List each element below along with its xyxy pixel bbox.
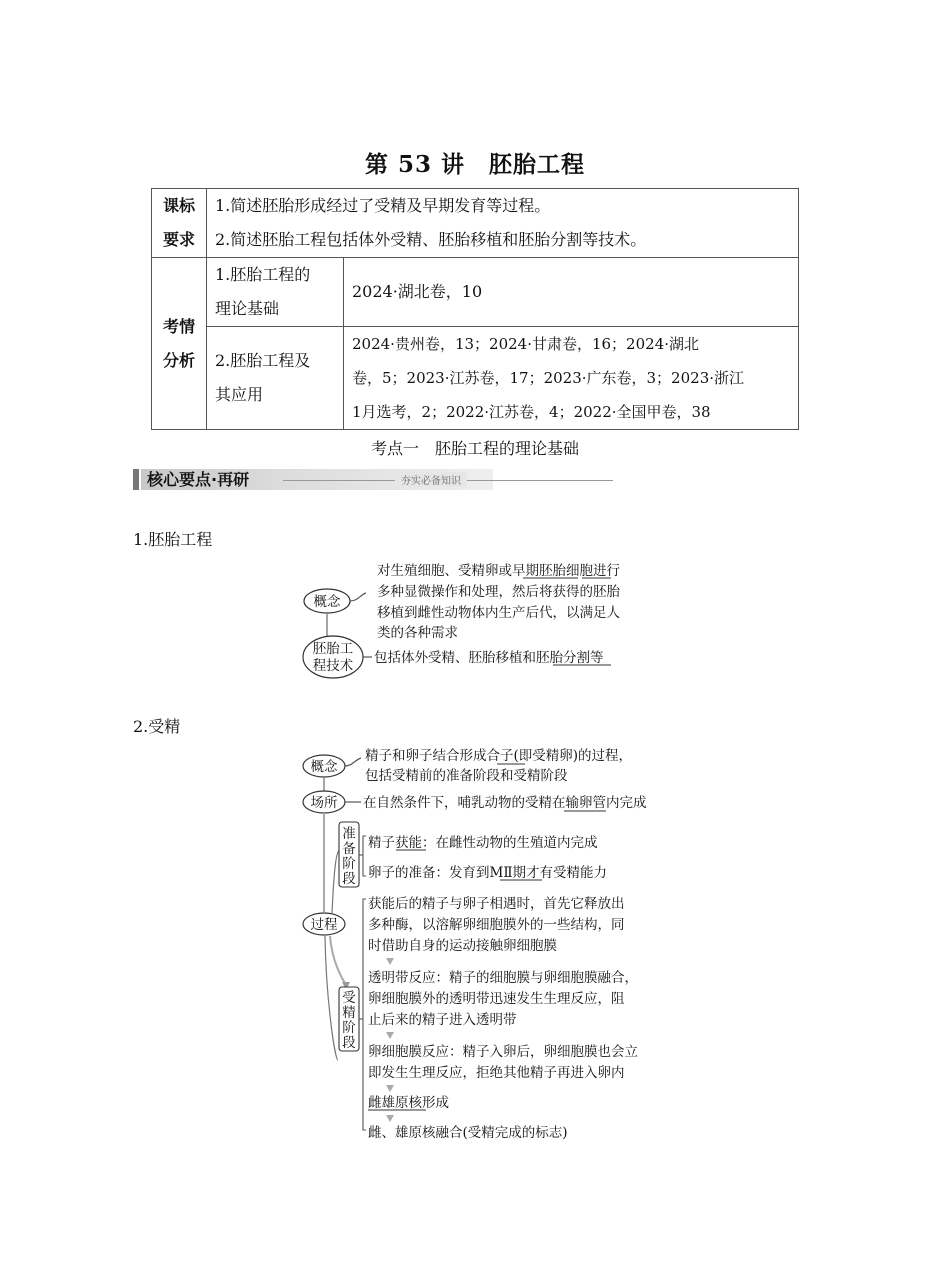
branch-arrow <box>330 936 346 985</box>
prep-line: 卵子的准备：发育到MⅡ期才有受精能力 <box>368 865 607 881</box>
fert-stage-label: 精 <box>342 1005 356 1021</box>
section2-heading: 2.受精 <box>133 717 181 736</box>
fert-step-line: 时借助自身的运动接触卵细胞膜 <box>368 938 557 954</box>
prep-bracket <box>363 836 366 876</box>
fert-step-line: 多种酶，以溶解卵细胞膜外的一些结构，同 <box>368 917 625 933</box>
concept-line: 包括受精前的准备阶段和受精阶段 <box>365 768 568 784</box>
concept-line: 类的各种需求 <box>377 625 458 641</box>
page-title: 第 53 讲 胚胎工程 <box>364 151 586 178</box>
technique-line: 包括体外受精、胚胎移植和胚胎分割等 <box>374 650 604 666</box>
section-subtitle: 考点一 胚胎工程的理论基础 <box>370 439 579 458</box>
technique-label: 胚胎工 <box>312 641 354 657</box>
embryo-engineering-diagram <box>303 562 620 678</box>
concept-connector <box>345 758 361 766</box>
section1-heading: 1.胚胎工程 <box>133 530 213 549</box>
technique-label: 程技术 <box>312 658 354 674</box>
down-arrow-icon <box>386 1032 394 1039</box>
analysis-header: 考情 分析 <box>152 258 207 430</box>
curriculum-header: 课标 要求 <box>152 189 207 258</box>
place-label: 场所 <box>310 795 338 811</box>
banner-tag: 夯实必备知识 <box>395 472 467 487</box>
fert-step-line: 雌雄原核形成 <box>368 1095 449 1111</box>
prep-line: 精子获能：在雌性动物的生殖道内完成 <box>368 835 598 851</box>
prep-stage-label: 阶 <box>342 856 356 872</box>
down-arrow-icon <box>386 1085 394 1092</box>
prep-stage-label: 段 <box>342 871 356 887</box>
fert-bracket <box>363 899 366 1130</box>
fert-stage-label: 阶 <box>342 1020 356 1036</box>
fert-step-line: 止后来的精子进入透明带 <box>368 1012 517 1028</box>
branch-connector <box>325 936 338 1060</box>
exam-cell: 2024·湖北卷，10 <box>344 258 799 327</box>
place-line: 在自然条件下，哺乳动物的受精在输卵管内完成 <box>363 795 647 811</box>
banner-label: 核心要点·再研 <box>147 470 250 489</box>
fert-step-line: 获能后的精子与卵子相遇时，首先它释放出 <box>368 896 625 912</box>
down-arrow-icon <box>386 958 394 965</box>
down-arrow-icon <box>386 1115 394 1122</box>
fert-step-line: 透明带反应：精子的细胞膜与卵细胞膜融合， <box>368 970 638 986</box>
fert-step-line: 即发生生理反应，拒绝其他精子再进入卵内 <box>368 1065 625 1081</box>
concept-connector <box>350 593 366 601</box>
concept-line: 多种显微操作和处理，然后将获得的胚胎 <box>377 584 620 600</box>
topic-cell: 1.胚胎工程的 理论基础 <box>207 258 344 327</box>
concept-label: 概念 <box>310 759 338 775</box>
curriculum-text: 1.简述胚胎形成经过了受精及早期发育等过程。 2.简述胚胎工程包括体外受精、胚胎移植和胚胎分割等技术。 <box>207 189 799 258</box>
fert-step-line: 卵细胞膜外的透明带迅速发生生理反应，阻 <box>368 991 625 1007</box>
prep-stage-label: 备 <box>342 841 356 857</box>
concept-line: 移植到雌性动物体内生产后代，以满足人 <box>377 605 620 621</box>
concept-line: 精子和卵子结合形成合子(即受精卵)的过程， <box>365 748 633 764</box>
fert-step-line: 卵细胞膜反应：精子入卵后，卵细胞膜也会立 <box>368 1044 638 1060</box>
fert-step-line: 雌、雄原核融合(受精完成的标志) <box>368 1125 568 1141</box>
topic-cell: 2.胚胎工程及 其应用 <box>207 327 344 430</box>
fert-stage-label: 段 <box>342 1035 356 1051</box>
prep-stage-label: 准 <box>342 826 356 842</box>
fert-stage-label: 受 <box>342 990 356 1006</box>
concept-label: 概念 <box>313 594 341 610</box>
fertilization-diagram <box>303 747 647 1141</box>
concept-line: 对生殖细胞、受精卵或早期胚胎细胞进行 <box>377 563 620 579</box>
process-label: 过程 <box>310 917 338 933</box>
exam-cell: 2024·贵州卷，13；2024·甘肃卷，16；2024·湖北 卷，5；2023·江苏卷，17；2023·广东卷，3；2023·浙江 1月选考，2；2022·江苏卷，4；2022·全国甲卷，38 <box>344 327 799 430</box>
